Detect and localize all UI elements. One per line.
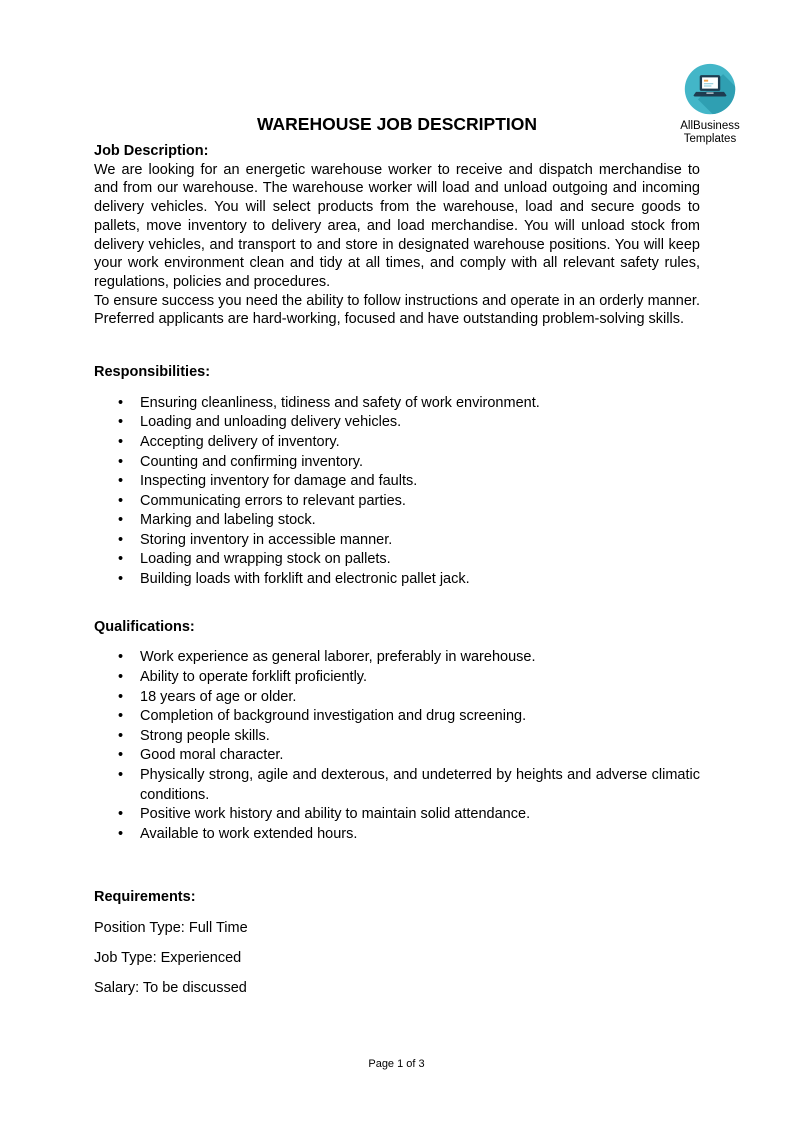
list-item: • Available to work extended hours. [94, 825, 700, 845]
list-item: • 18 years of age or older. [94, 688, 700, 708]
list-item: • Inspecting inventory for damage and faults. [94, 472, 700, 492]
document-body [94, 0, 700, 998]
list-item: • Counting and confirming inventory. [94, 453, 700, 473]
page-title: WAREHOUSE JOB DESCRIPTION [256, 114, 538, 134]
list-item: • Physically strong, agile and dexterous, and undeterred by heights and adverse climatic conditions. [94, 766, 700, 805]
list-item: • Completion of background investigation and drug screening. [94, 707, 700, 727]
list-item: • Loading and wrapping stock on pallets. [94, 550, 700, 570]
list-item: • Communicating errors to relevant parties. [94, 492, 700, 512]
list-item: • Ensuring cleanliness, tidiness and safety of work environment. [94, 394, 700, 414]
list-item: • Accepting delivery of inventory. [94, 433, 700, 453]
section-heading-requirements: Requirements: [94, 889, 196, 906]
list-item: • Strong people skills. [94, 727, 700, 747]
requirement-job-type: Job Type: Experienced [94, 949, 242, 966]
requirement-position-type: Position Type: Full Time [94, 919, 248, 936]
job-description-paragraph-1: We are looking for an energetic warehouse worker to receive and dispatch merchandise to and from our warehouse. The warehouse worker will load and unload outgoing and incoming delivery vehicles. You will select products from the warehouse, load and secure goods to pallets, move inventory to delivery area, and load merchandise. You will unload stock from delivery vehicles, and transport to and store in designated warehouse positions. You will keep your work environment clean and tidy at all times, and comply with all relevant safety rules, regulations, policies and procedures. [94, 161, 700, 290]
responsibilities-list [94, 394, 700, 590]
list-item: • Marking and labeling stock. [94, 511, 700, 531]
list-item: • Loading and unloading delivery vehicles. [94, 413, 700, 433]
footer-page-number: Page 1 of 3 [368, 1058, 425, 1070]
list-item: • Positive work history and ability to maintain solid attendance. [94, 805, 700, 825]
list-item: • Ability to operate forklift proficiently. [94, 668, 700, 688]
section-heading-job-description: Job Description: [94, 143, 209, 159]
logo-text-line2: Templates [683, 133, 737, 145]
requirement-salary: Salary: To be discussed [94, 979, 247, 996]
qualifications-list [94, 648, 700, 844]
list-item: • Good moral character. [94, 746, 700, 766]
list-item: • Work experience as general laborer, preferably in warehouse. [94, 648, 700, 668]
logo-text-line1: AllBusiness [680, 120, 740, 132]
list-item: • Storing inventory in accessible manner. [94, 531, 700, 551]
job-description-paragraph-2: To ensure success you need the ability to follow instructions and operate in an orderly manner. Preferred applicants are hard-working, focused and have outstanding problem-solving skills. [94, 292, 700, 328]
section-heading-responsibilities: Responsibilities: [94, 364, 211, 381]
section-heading-qualifications: Qualifications: [94, 618, 195, 635]
list-item: • Building loads with forklift and electronic pallet jack. [94, 570, 700, 590]
